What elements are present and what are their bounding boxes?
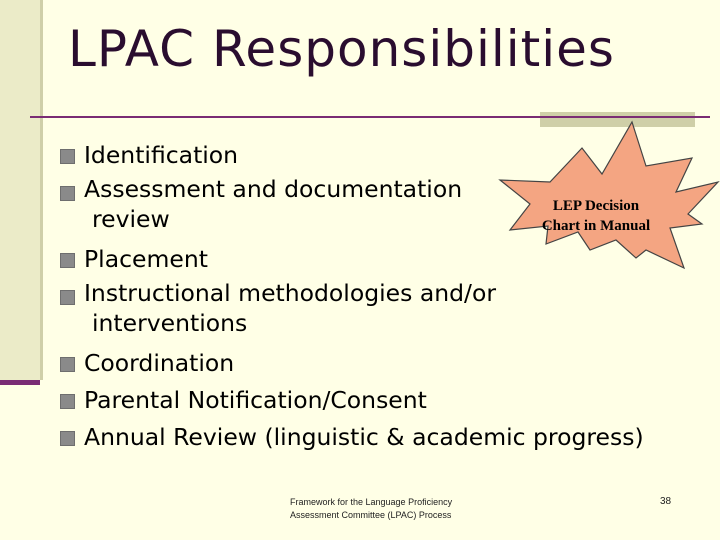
bullet-text: Parental Notification/Consent [84,386,427,414]
callout-line: Chart in Manual [541,218,651,234]
bullet-text: Placement [84,245,208,273]
bullet-text: Identification [84,141,239,169]
footer-text [290,496,500,522]
bullet-text: Coordination [84,349,235,377]
bullet-item [60,382,710,419]
left-decorative-bar [0,0,43,380]
square-bullet-icon [60,253,75,268]
bullet-item [60,278,710,338]
bullet-item [60,345,710,382]
slide-title: LPAC Responsibilities [68,20,615,78]
starburst-shape [500,122,718,268]
square-bullet-icon [60,431,75,446]
bullet-item [60,419,710,456]
bullet-text: Assessment and documentation [84,175,463,203]
square-bullet-icon [60,290,75,305]
bullet-text-continued: review [92,205,170,233]
footer-line: Framework for the Language Proficiency [290,497,453,507]
callout-text [512,196,680,236]
bullet-text-continued: interventions [92,309,248,337]
square-bullet-icon [60,394,75,409]
bullet-text: Instructional methodologies and/or [84,279,496,307]
square-bullet-icon [60,149,75,164]
page-number: 38 [660,496,672,507]
left-accent-line [0,380,40,385]
bullet-text: Annual Review (linguistic & academic progress) [84,423,644,451]
square-bullet-icon [60,186,75,201]
footer-line: Assessment Committee (LPAC) Process [290,510,452,520]
square-bullet-icon [60,357,75,372]
starburst-callout-shape [486,118,720,272]
callout-line: LEP Decision [552,198,640,214]
